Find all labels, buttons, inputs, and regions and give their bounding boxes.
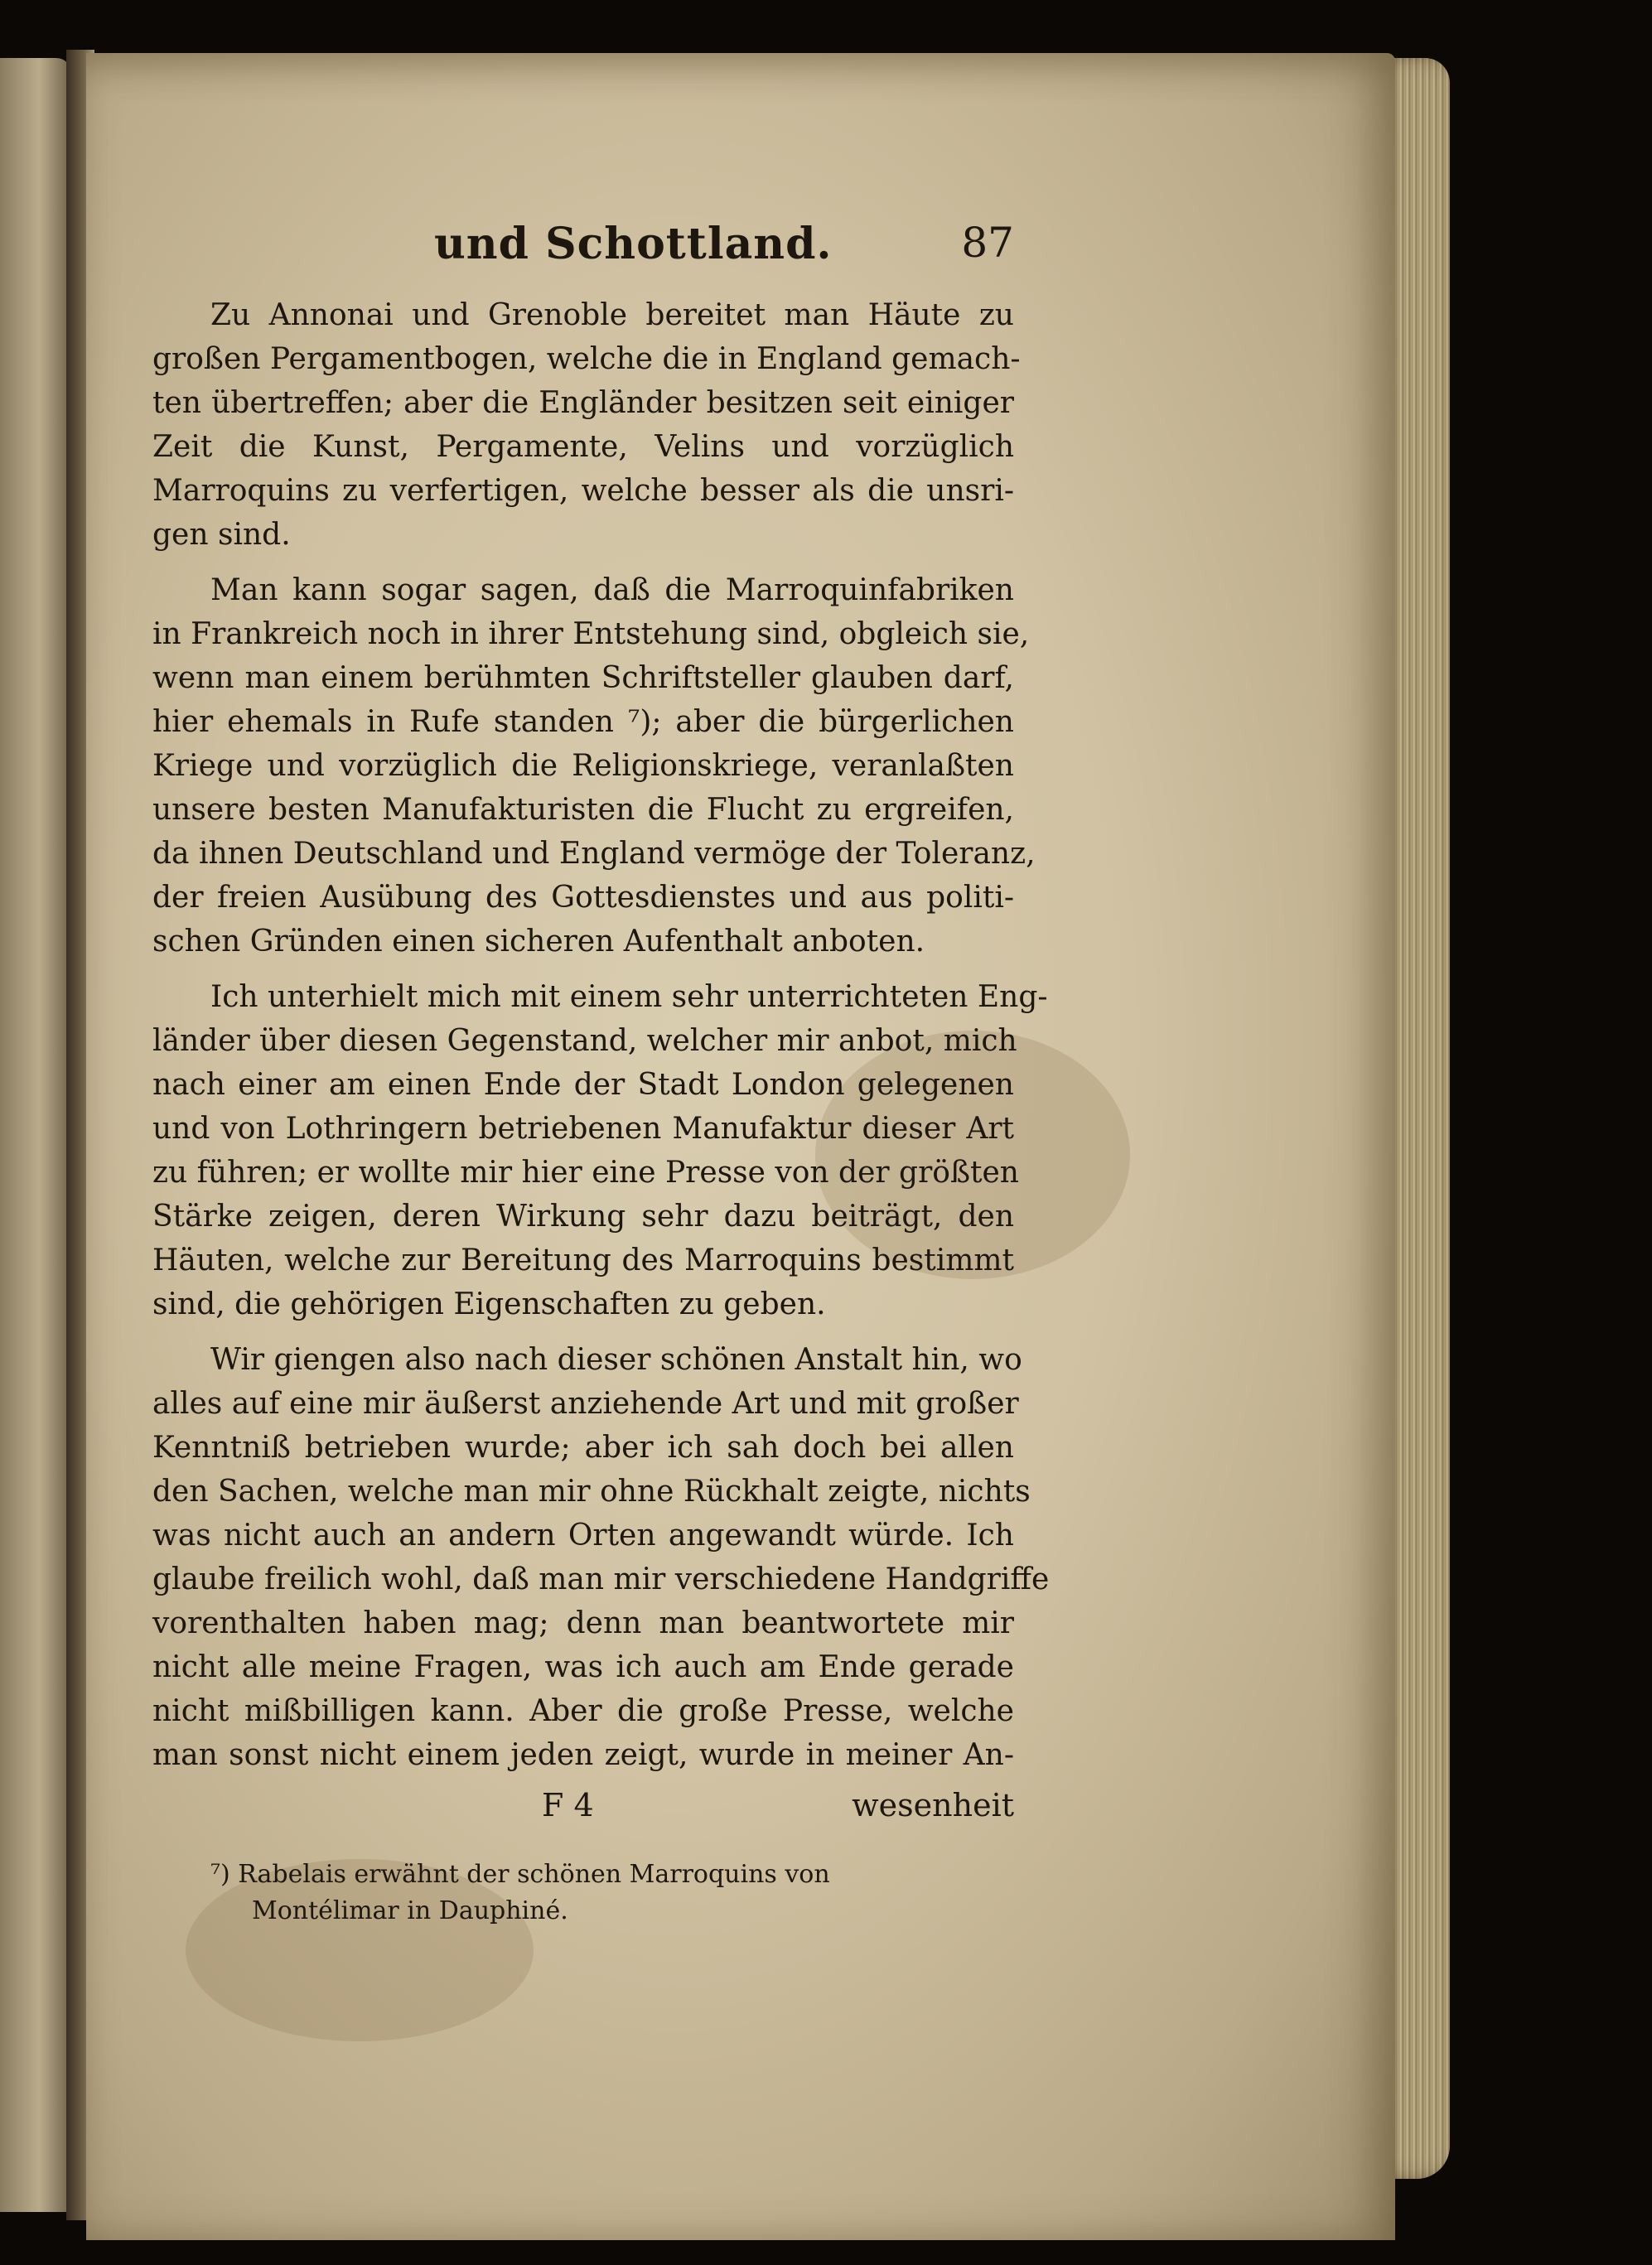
text-line: Zeit die Kunst, Pergamente, Velins und vorzüglich (152, 430, 1014, 464)
paragraph-4 (152, 1338, 1050, 1777)
text-line: zu führen; er wollte mir hier eine Presse von der größten (152, 1156, 1019, 1190)
paragraph-2 (152, 568, 1036, 963)
running-head-title: und Schottland. (434, 219, 833, 269)
text-line: alles auf eine mir äußerst anziehende Art und mit großer (152, 1387, 1019, 1421)
text-line: nach einer am einen Ende der Stadt London gelegenen (152, 1068, 1014, 1102)
page-text (152, 219, 1050, 1929)
text-line: Kenntniß betrieben wurde; aber ich sah doch bei allen (152, 1431, 1014, 1465)
text-line: Ich unterhielt mich mit einem sehr unterrichteten Eng- (210, 980, 1048, 1014)
footnote-line: ⁷) Rabelais erwähnt der schönen Marroquins von (210, 1860, 830, 1889)
text-line: vorenthalten haben mag; denn man beantwortete mir (152, 1606, 1014, 1640)
text-line: glaube freilich wohl, daß man mir verschiedene Handgriffe (152, 1562, 1050, 1596)
text-line: gen sind. (152, 518, 291, 552)
facing-page-edge (0, 58, 71, 2212)
footnote-line: Montélimar in Dauphiné. (252, 1896, 568, 1925)
text-line: der freien Ausübung des Gottesdienstes und aus politi- (152, 881, 1014, 915)
text-line: ten übertreffen; aber die Engländer besitzen seit einiger (152, 386, 1014, 420)
text-line: Kriege und vorzüglich die Religionskriege, veranlaßten (152, 749, 1014, 783)
text-line: man sonst nicht einem jeden zeigt, wurde in meiner An- (152, 1738, 1014, 1772)
text-line: schen Gründen einen sicheren Aufenthalt anboten. (152, 925, 925, 959)
text-line: unsere besten Manufakturisten die Flucht zu ergreifen, (152, 793, 1014, 827)
text-line: was nicht auch an andern Orten angewandt würde. Ich (152, 1519, 1014, 1553)
text-line: Stärke zeigen, deren Wirkung sehr dazu beiträgt, den (152, 1200, 1014, 1234)
text-line: wenn man einem berühmten Schriftsteller glauben darf, (152, 661, 1014, 695)
text-line: Man kann sogar sagen, daß die Marroquinfabriken (210, 573, 1014, 607)
signature-line (152, 1787, 1014, 1837)
text-line: hier ehemals in Rufe standen ⁷); aber die bürgerlichen (152, 705, 1014, 739)
text-line: den Sachen, welche man mir ohne Rückhalt zeigte, nichts (152, 1475, 1031, 1509)
text-line: Häuten, welche zur Bereitung des Marroquins bestimmt (152, 1244, 1014, 1277)
printer-signature: F 4 (542, 1787, 594, 1823)
text-line: und von Lothringern betriebenen Manufaktur dieser Art (152, 1112, 1014, 1146)
text-line: großen Pergamentbogen, welche die in England gemach- (152, 342, 1021, 376)
text-line: länder über diesen Gegenstand, welcher mir anbot, mich (152, 1024, 1017, 1058)
text-line: sind, die gehörigen Eigenschaften zu geben. (152, 1287, 826, 1321)
text-line: in Frankreich noch in ihrer Entstehung sind, obgleich sie, (152, 617, 1030, 651)
text-line: da ihnen Deutschland und England vermöge der Toleranz, (152, 837, 1036, 871)
text-line: nicht mißbilligen kann. Aber die große Presse, welche (152, 1694, 1014, 1728)
text-line: Wir giengen also nach dieser schönen Anstalt hin, wo (210, 1343, 1022, 1377)
paragraph-1 (152, 293, 1021, 557)
text-line: nicht alle meine Fragen, was ich auch am Ende gerade (152, 1650, 1014, 1684)
text-line: Marroquins zu verfertigen, welche besser als die unsri- (152, 474, 1014, 508)
paragraph-3 (152, 975, 1048, 1326)
catchword: wesenheit (852, 1787, 1014, 1823)
footnote (152, 1857, 1014, 1929)
text-line: Zu Annonai und Grenoble bereitet man Häute zu (210, 298, 1014, 332)
page-number: 87 (961, 219, 1014, 267)
running-head (152, 219, 1014, 293)
